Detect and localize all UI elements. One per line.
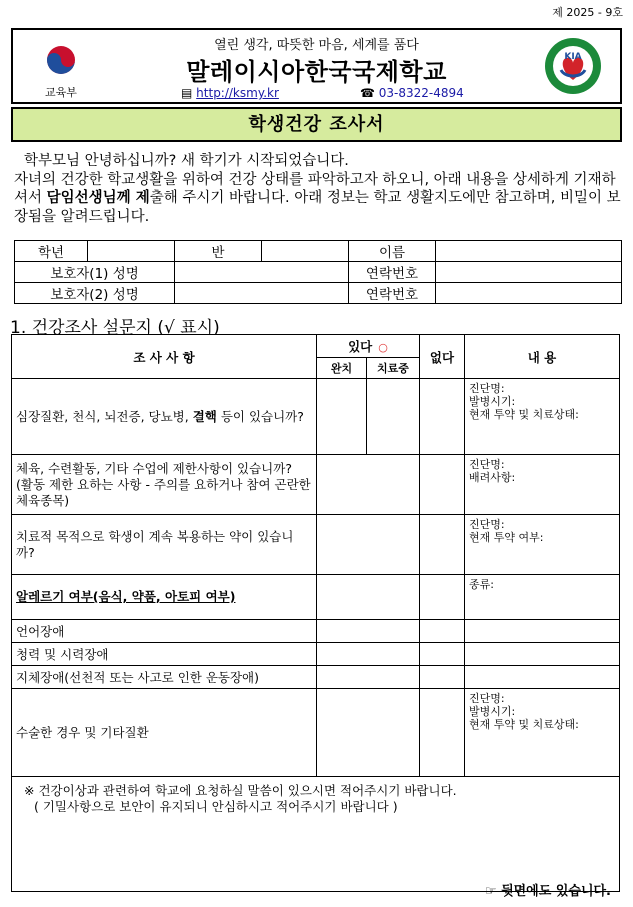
survey-row <box>12 620 620 643</box>
survey-row <box>12 379 620 455</box>
contact2-label: 연락번호 <box>349 283 436 304</box>
health-survey-table <box>11 334 620 892</box>
class-field[interactable] <box>262 241 349 262</box>
content-label: 현재 투약 여부: <box>469 531 544 544</box>
no-check[interactable] <box>420 620 465 643</box>
question-surgery: 수술한 경우 및 기타질환 <box>12 689 317 777</box>
intro-text-bold: 담임선생님께 제 <box>46 190 150 206</box>
yes-check[interactable] <box>317 689 420 777</box>
info-row <box>15 283 622 304</box>
yes-check[interactable] <box>317 666 420 689</box>
yes-check[interactable] <box>317 620 420 643</box>
intro-text <box>14 152 622 226</box>
letterhead <box>11 28 622 104</box>
no-check[interactable] <box>420 379 465 455</box>
no-check[interactable] <box>420 515 465 575</box>
class-label: 반 <box>175 241 262 262</box>
document-title: 학생건강 조사서 <box>11 107 622 142</box>
no-check[interactable] <box>420 666 465 689</box>
cured-check[interactable] <box>317 379 367 455</box>
question-allergy: 알레르기 여부(음식, 약품, 아토피 여부) <box>12 575 317 620</box>
yes-check[interactable] <box>317 643 420 666</box>
note-line-1: ※ 건강이상과 관련하여 학교에 요청하실 말씀이 있으시면 적어주시기 바랍니다. <box>24 783 457 798</box>
school-emblem <box>543 36 603 96</box>
question-cardiac <box>12 379 317 455</box>
ministry-label: 교육부 <box>45 86 77 99</box>
guardian1-field[interactable] <box>175 262 349 283</box>
contact1-field[interactable] <box>436 262 622 283</box>
no-check[interactable] <box>420 689 465 777</box>
contact1-label: 연락번호 <box>349 262 436 283</box>
issue-number: 제 2025 - 9호 <box>552 6 623 19</box>
question-text-bold: 결핵 <box>192 408 217 424</box>
emblem-text: KIA <box>564 52 582 62</box>
question-physical: 지체장애(선천적 또는 사고로 인한 운동장애) <box>12 666 317 689</box>
school-emblem-icon <box>543 36 603 96</box>
phone-number: 03-8322-4894 <box>378 86 464 100</box>
content-field[interactable] <box>465 666 620 689</box>
header-cured: 완치 <box>317 358 367 379</box>
school-name: 말레이시아한국국제학교 <box>186 58 447 86</box>
header-row <box>12 335 620 358</box>
header-item: 조 사 사 항 <box>12 335 317 379</box>
guardian2-label: 보호자(2) 성명 <box>15 283 175 304</box>
phone-icon: ☎ <box>360 86 375 100</box>
grade-field[interactable] <box>88 241 175 262</box>
yes-check[interactable] <box>317 515 420 575</box>
survey-row <box>12 575 620 620</box>
header-yes <box>317 335 420 358</box>
yes-check[interactable] <box>317 455 420 515</box>
content-field[interactable] <box>465 379 620 455</box>
question-speech: 언어장애 <box>12 620 317 643</box>
guardian1-label: 보호자(1) 성명 <box>15 262 175 283</box>
content-field[interactable] <box>465 643 620 666</box>
website-row <box>181 86 279 100</box>
footer-note: ☞ 뒷면에도 있습니다. <box>484 884 611 899</box>
info-row <box>15 262 622 283</box>
question-text-end: 등이 있습니까? <box>216 408 304 424</box>
name-label: 이름 <box>349 241 436 262</box>
circle-mark-icon: ○ <box>378 341 388 354</box>
survey-row <box>12 455 620 515</box>
header-no: 없다 <box>420 335 465 379</box>
question-hearing-vision: 청력 및 시력장애 <box>12 643 317 666</box>
content-field[interactable] <box>465 575 620 620</box>
treating-check[interactable] <box>367 379 420 455</box>
content-field[interactable] <box>465 620 620 643</box>
content-field[interactable] <box>465 689 620 777</box>
no-check[interactable] <box>420 575 465 620</box>
contact2-field[interactable] <box>436 283 622 304</box>
content-label: 진단명: <box>469 458 505 471</box>
note-line-2: ( 기밀사항으로 보안이 유지되니 안심하시고 적어주시기 바랍니다 ) <box>34 799 398 814</box>
no-check[interactable] <box>420 455 465 515</box>
survey-row <box>12 643 620 666</box>
info-row <box>15 241 622 262</box>
intro-line-1: 학부모님 안녕하십니까? 새 학기가 시작되었습니다. <box>24 153 349 169</box>
notes-row <box>12 777 620 892</box>
notes-field[interactable] <box>12 777 620 892</box>
content-label: 배려사항: <box>469 471 516 484</box>
section-title: 1. 건강조사 설문지 (√ 표시) <box>10 318 220 338</box>
web-icon: ▤ <box>181 86 193 100</box>
content-field[interactable] <box>465 455 620 515</box>
student-info-table <box>14 240 622 304</box>
no-check[interactable] <box>420 643 465 666</box>
guardian2-field[interactable] <box>175 283 349 304</box>
name-field[interactable] <box>436 241 622 262</box>
header-yes-label: 있다 <box>348 339 373 354</box>
intro-line-2 <box>14 171 622 227</box>
content-label: 진단명: <box>469 518 505 531</box>
website-link[interactable]: http://ksmy.kr <box>196 86 279 100</box>
intro-text-b: 출해 주시기 바랍니다. 아래 정보는 학교 생활지도에만 참고하며, 비밀이 보장됨을 알려드립니다. <box>14 190 621 225</box>
survey-row <box>12 515 620 575</box>
content-label: 종류: <box>469 578 494 591</box>
survey-row <box>12 666 620 689</box>
phone-row <box>360 86 464 100</box>
content-label: 발병시기: <box>469 395 516 408</box>
yes-check[interactable] <box>317 575 420 620</box>
question-activity-limit: 체육, 수련활동, 기타 수업에 제한사항이 있습니까? (활동 제한 요하는 사항 - 주의를 요하거나 참여 곤란한 체육종목) <box>12 455 317 515</box>
content-label: 발병시기: <box>469 705 516 718</box>
header-treating: 치료중 <box>367 358 420 379</box>
content-label: 현재 투약 및 치료상태: <box>469 718 579 731</box>
school-slogan: 열린 생각, 따뜻한 마음, 세계를 품다 <box>214 38 419 53</box>
survey-row <box>12 689 620 777</box>
content-label: 진단명: <box>469 382 505 395</box>
content-label: 현재 투약 및 치료상태: <box>469 408 579 421</box>
content-field[interactable] <box>465 515 620 575</box>
header-content: 내 용 <box>465 335 620 379</box>
question-medication: 치료적 목적으로 학생이 계속 복용하는 약이 있습니까? <box>12 515 317 575</box>
content-label: 진단명: <box>469 692 505 705</box>
grade-label: 학년 <box>15 241 88 262</box>
intro-text-a: 자녀의 건강한 학교생활을 위하여 건강 상태를 파악하고자 하오니, 아래 내용을 상세하게 기재하셔서 <box>14 171 616 206</box>
question-text: 심장질환, 천식, 뇌전증, 당뇨병, <box>16 408 193 424</box>
